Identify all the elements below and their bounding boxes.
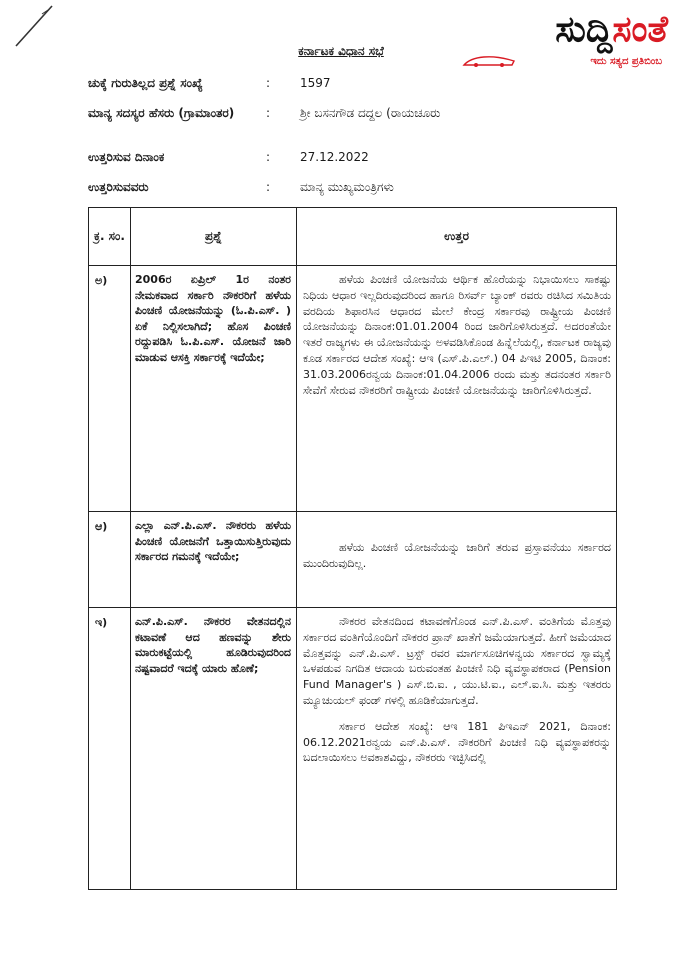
- header-answer: ಉತ್ತರ: [297, 208, 617, 266]
- meta-colon: :: [266, 180, 271, 194]
- brand-tagline: ಇದು ಸತ್ಯದ ಪ್ರತಿಬಿಂಬ: [590, 56, 662, 67]
- row-serial: ಆ): [89, 512, 131, 608]
- header-question: ಪ್ರಶ್ನೆ: [131, 208, 297, 266]
- row-question: ಎಲ್ಲಾ ಎನ್.ಪಿ.ಎಸ್. ನೌಕರರು ಹಳೆಯ ಪಿಂಚಣಿ ಯೋಜನೆಗೆ ಒತ್ತಾಯಿಸುತ್ತಿರುವುದು ಸರ್ಕಾರದ ಗಮನಕ್ಕೆ ಇದೆಯೇ;: [131, 512, 297, 608]
- answer-paragraph: ನೌಕರರ ವೇತನದಿಂದ ಕಟಾವಣೆಗೊಂಡ ಎನ್.ಪಿ.ಎಸ್. ವಂತಿಗೆಯ ಮೊತ್ತವು ಸರ್ಕಾರದ ವಂತಿಗೆಯೊಂದಿಗೆ ನೌಕರರ ಪ್ರಾನ್ ಖಾತೆಗೆ ಜಮೆಯಾಗುತ್ತದೆ. ಹೀಗೆ ಜಮೆಯಾದ ಮೊತ್ತವನ್ನು ಎನ್.ಪಿ.ಎಸ್. ಟ್ರಸ್ಟ್ ರವರ ಮಾರ್ಗಸೂಚಿಗಳನ್ವಯ ಸರ್ಕಾರದ ಸ್ವಾಮ್ಯಕ್ಕೆ ಒಳಪಡುವ ನಿಗದಿತ ಆದಾಯ ಬರುವಂತಹ ಪಿಂಚಣಿ ನಿಧಿ ವ್ಯವಸ್ಥಾಪಕರಾದ (Pension Fund Manager's ) ಎಸ್.ಬಿ.ಐ. , ಯು.ಟಿ.ಐ., ಎಲ್.ಐ.ಸಿ. ಮತ್ತು ಇತರರು ಮ್ಯೂಚುಯಲ್ ಫಂಡ್ ಗಳಲ್ಲಿ ಹೂಡಿಕೆಯಾಗುತ್ತದೆ.: [303, 615, 611, 707]
- meta-value: ಮಾನ್ಯ ಮುಖ್ಯಮಂತ್ರಿಗಳು: [300, 180, 394, 194]
- table-row: [89, 512, 617, 608]
- brand-name-red: ಸಂತೆ: [612, 9, 668, 50]
- answer-paragraph: ಸರ್ಕಾರ ಆದೇಶ ಸಂಖ್ಯೆ: ಆಇ 181 ಪಿಇಎನ್ 2021, ದಿನಾಂಕ: 06.12.2021ರನ್ವಯ ಎನ್.ಪಿ.ಎಸ್. ನೌಕರರಿಗೆ ಪಿಂಚಣಿ ನಿಧಿ ವ್ಯವಸ್ಥಾಪಕರನ್ನು ಬದಲಾಯಿಸಲು ಅವಕಾಶವಿದ್ದು, ನೌಕರರು ಇಚ್ಛಿಸಿದಲ್ಲಿ: [303, 719, 611, 765]
- question-answer-table: [88, 207, 617, 890]
- row-serial: ಅ): [89, 266, 131, 512]
- meta-value: 1597: [300, 76, 331, 90]
- answer-paragraph: ಹಳೆಯ ಪಿಂಚಣಿ ಯೋಜನೆಯನ್ನು ಜಾರಿಗೆ ತರುವ ಪ್ರಸ್ತಾವನೆಯು ಸರ್ಕಾರದ ಮುಂದಿರುವುದಿಲ್ಲ.: [303, 540, 611, 570]
- table-row: [89, 608, 617, 890]
- meta-label: ಚುಕ್ಕೆ ಗುರುತಿಲ್ಲದ ಪ್ರಶ್ನೆ ಸಂಖ್ಯೆ: [88, 76, 203, 90]
- meta-colon: :: [266, 150, 271, 164]
- pen-stroke-mark: [14, 4, 54, 48]
- table-row: [89, 266, 617, 512]
- row-question: 2006ರ ಏಪ್ರಿಲ್ 1ರ ನಂತರ ನೇಮಕವಾದ ಸರ್ಕಾರಿ ನೌಕರರಿಗೆ ಹಳೆಯ ಪಿಂಚಣಿ ಯೋಜನೆಯನ್ನು (ಓ.ಪಿ.ಎಸ್. ) ಏಕೆ ನಿಲ್ಲಿಸಲಾಗಿದೆ; ಹೊಸ ಪಿಂಚಣಿ ರದ್ದುಪಡಿಸಿ ಓ.ಪಿ.ಎಸ್. ಯೋಜನೆ ಜಾರಿ ಮಾಡುವ ಆಸಕ್ತಿ ಸರ್ಕಾರಕ್ಕೆ ಇದೆಯೇ;: [131, 266, 297, 512]
- document-title: ಕರ್ನಾಟಕ ವಿಧಾನ ಸಭೆ: [298, 44, 384, 58]
- meta-label: ಉತ್ತರಿಸುವವರು: [88, 180, 149, 194]
- meta-value: ಶ್ರೀ ಬಸನಗೌಡ ದದ್ದಲ (ರಾಯಚೂರು: [300, 106, 441, 120]
- meta-label: ಉತ್ತರಿಸುವ ದಿನಾಂಕ: [88, 150, 165, 164]
- meta-colon: :: [266, 76, 271, 90]
- row-answer: [297, 608, 617, 890]
- row-question: ಎನ್.ಪಿ.ಎಸ್. ನೌಕರರ ವೇತನದಲ್ಲಿನ ಕಟಾವಣೆ ಆದ ಹಣವನ್ನು ಶೇರು ಮಾರುಕಟ್ಟೆಯಲ್ಲಿ ಹೂಡಿರುವುದರಿಂದ ನಷ್ಟವಾದರೆ ಇದಕ್ಕೆ ಯಾರು ಹೊಣೆ;: [131, 608, 297, 890]
- brand-logo: [458, 8, 668, 78]
- answer-paragraph: ಹಳೆಯ ಪಿಂಚಣಿ ಯೋಜನೆಯ ಆರ್ಥಿಕ ಹೊರೆಯನ್ನು ನಿಭಾಯಿಸಲು ಸಾಕಷ್ಟು ನಿಧಿಯ ಆಧಾರ ಇಲ್ಲದಿರುವುದರಿಂದ ಹಾಗೂ ರಿಸರ್ವ್ ಬ್ಯಾಂಕ್ ರವರು ರಚಿಸಿದ ಸಮಿತಿಯ ವರದಿಯ ಶಿಫಾರಸಿನ ಆಧಾರದ ಮೇಲೆ ಕೇಂದ್ರ ಸರ್ಕಾರವು ರಾಷ್ಟ್ರೀಯ ಪಿಂಚಣಿ ಯೋಜನೆಯನ್ನು ದಿನಾಂಕ:01.01.2004 ರಿಂದ ಜಾರಿಗೊಳಿಸಿರುತ್ತದೆ. ಅದರಂತೆಯೇ ಇತರೆ ರಾಜ್ಯಗಳು ಈ ಯೋಜನೆಯನ್ನು ಅಳವಡಿಸಿಕೊಂಡ ಹಿನ್ನೆಲೆಯಲ್ಲಿ, ಕರ್ನಾಟಕ ರಾಜ್ಯವು ಕೂಡ ಸರ್ಕಾರದ ಆದೇಶ ಸಂಖ್ಯೆ: ಆಇ (ಎಸ್.ಪಿ.ಎಲ್.) 04 ಪಿಇಟಿ 2005, ದಿನಾಂಕ: 31.03.2006ರನ್ವಯ ದಿನಾಂಕ:01.04.2006 ರಂದು ಮತ್ತು ತದನಂತರ ಸರ್ಕಾರಿ ಸೇವೆಗೆ ಸೇರುವ ನೌಕರರಿಗೆ ರಾಷ್ಟ್ರೀಯ ಪಿಂಚಣಿ ಯೋಜನೆಯನ್ನು ಜಾರಿಗೊಳಿಸಿರುತ್ತದೆ.: [303, 273, 611, 397]
- meta-value: 27.12.2022: [300, 150, 369, 164]
- table-header-row: [89, 208, 617, 266]
- meta-colon: :: [266, 106, 271, 120]
- brand-name-dark: ಸುದ್ದಿ: [555, 9, 613, 50]
- row-answer: [297, 512, 617, 608]
- meta-label: ಮಾನ್ಯ ಸದಸ್ಯರ ಹೆಸರು (ಗ್ರಾಮಾಂತರ): [88, 106, 235, 120]
- row-serial: ಇ): [89, 608, 131, 890]
- header-serial: ಕ್ರ. ಸಂ.: [89, 208, 131, 266]
- row-answer: [297, 266, 617, 512]
